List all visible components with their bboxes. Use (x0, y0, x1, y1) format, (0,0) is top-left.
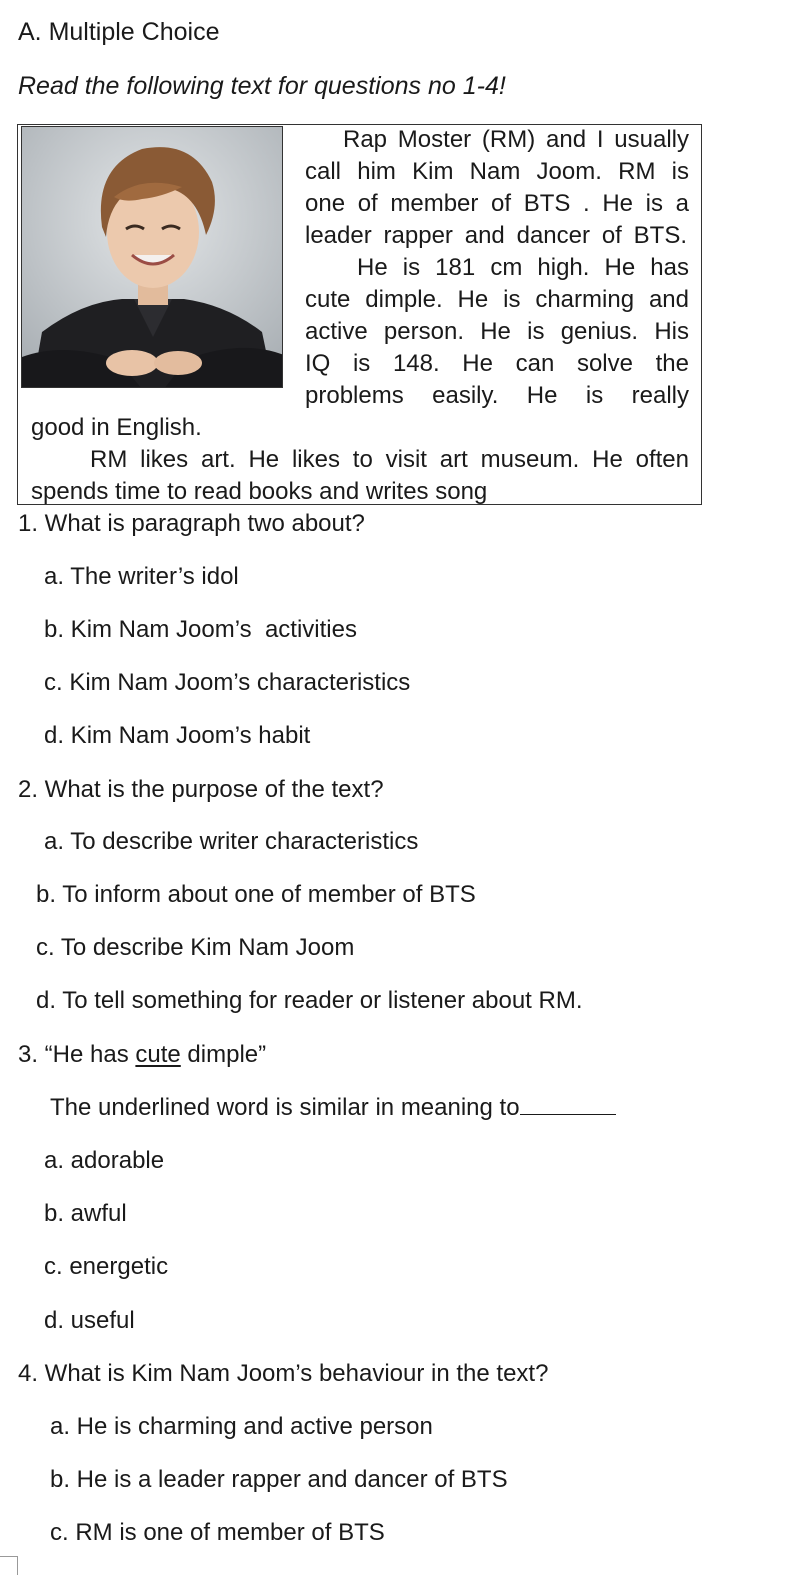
q3-stem-prefix: 3. “He has (18, 1041, 136, 1068)
q3-option-d[interactable]: d. useful (44, 1307, 135, 1334)
question-3-stem (18, 1041, 266, 1069)
q1-option-a[interactable]: a. The writer’s idol (44, 563, 239, 590)
answer-blank[interactable] (520, 1096, 616, 1115)
passage-line-4: leader rapper and dancer of BTS. (305, 222, 687, 249)
passage-line-10: good in English. (31, 414, 202, 441)
q1-option-d[interactable]: d. Kim Nam Joom’s habit (44, 722, 311, 749)
q3-option-c[interactable]: c. energetic (44, 1253, 169, 1280)
portrait-image-icon (22, 127, 283, 388)
portrait-photo (21, 126, 283, 388)
passage-line-2: call him Kim Nam Joom. RM is (305, 158, 689, 185)
q3-option-b[interactable]: b. awful (44, 1200, 127, 1227)
q1-option-b[interactable]: b. Kim Nam Joom’s activities (44, 616, 357, 643)
passage-line-7: active person. He is genius. His (305, 318, 689, 345)
q2-option-d[interactable]: d. To tell something for reader or listener about RM. (36, 987, 583, 1014)
passage-line-1: Rap Moster (RM) and I usually (343, 126, 689, 153)
question-3-sub-stem (50, 1094, 616, 1122)
page-corner-mark (0, 1556, 18, 1575)
q3-sub-stem-text: The underlined word is similar in meaning to (50, 1094, 520, 1121)
passage-line-11: RM likes art. He likes to visit art museum. He often (90, 446, 689, 473)
question-4-stem: 4. What is Kim Nam Joom’s behaviour in the text? (18, 1360, 549, 1387)
section-title: A. Multiple Choice (18, 18, 220, 46)
question-2-stem: 2. What is the purpose of the text? (18, 776, 384, 803)
passage-line-6: cute dimple. He is charming and (305, 286, 689, 313)
passage-line-5: He is 181 cm high. He has (357, 254, 689, 281)
passage-line-3: one of member of BTS . He is a (305, 190, 689, 217)
q4-option-b[interactable]: b. He is a leader rapper and dancer of BTS (50, 1466, 508, 1493)
q1-option-c[interactable]: c. Kim Nam Joom’s characteristics (44, 669, 411, 696)
q4-option-c[interactable]: c. RM is one of member of BTS (50, 1519, 385, 1546)
instruction: Read the following text for questions no 1-4! (18, 72, 506, 100)
question-1-stem: 1. What is paragraph two about? (18, 510, 365, 537)
q4-option-a[interactable]: a. He is charming and active person (50, 1413, 433, 1440)
q3-underlined-word: cute (135, 1041, 181, 1068)
q3-stem-suffix: dimple” (180, 1041, 267, 1068)
q2-option-c[interactable]: c. To describe Kim Nam Joom (36, 934, 355, 961)
passage-line-12: spends time to read books and writes song (31, 478, 488, 505)
q2-option-a[interactable]: a. To describe writer characteristics (44, 828, 419, 855)
q3-option-a[interactable]: a. adorable (44, 1147, 165, 1174)
passage-line-9: problems easily. He is really (305, 382, 689, 409)
passage-line-8: IQ is 148. He can solve the (305, 350, 689, 377)
q2-option-b[interactable]: b. To inform about one of member of BTS (36, 881, 476, 908)
